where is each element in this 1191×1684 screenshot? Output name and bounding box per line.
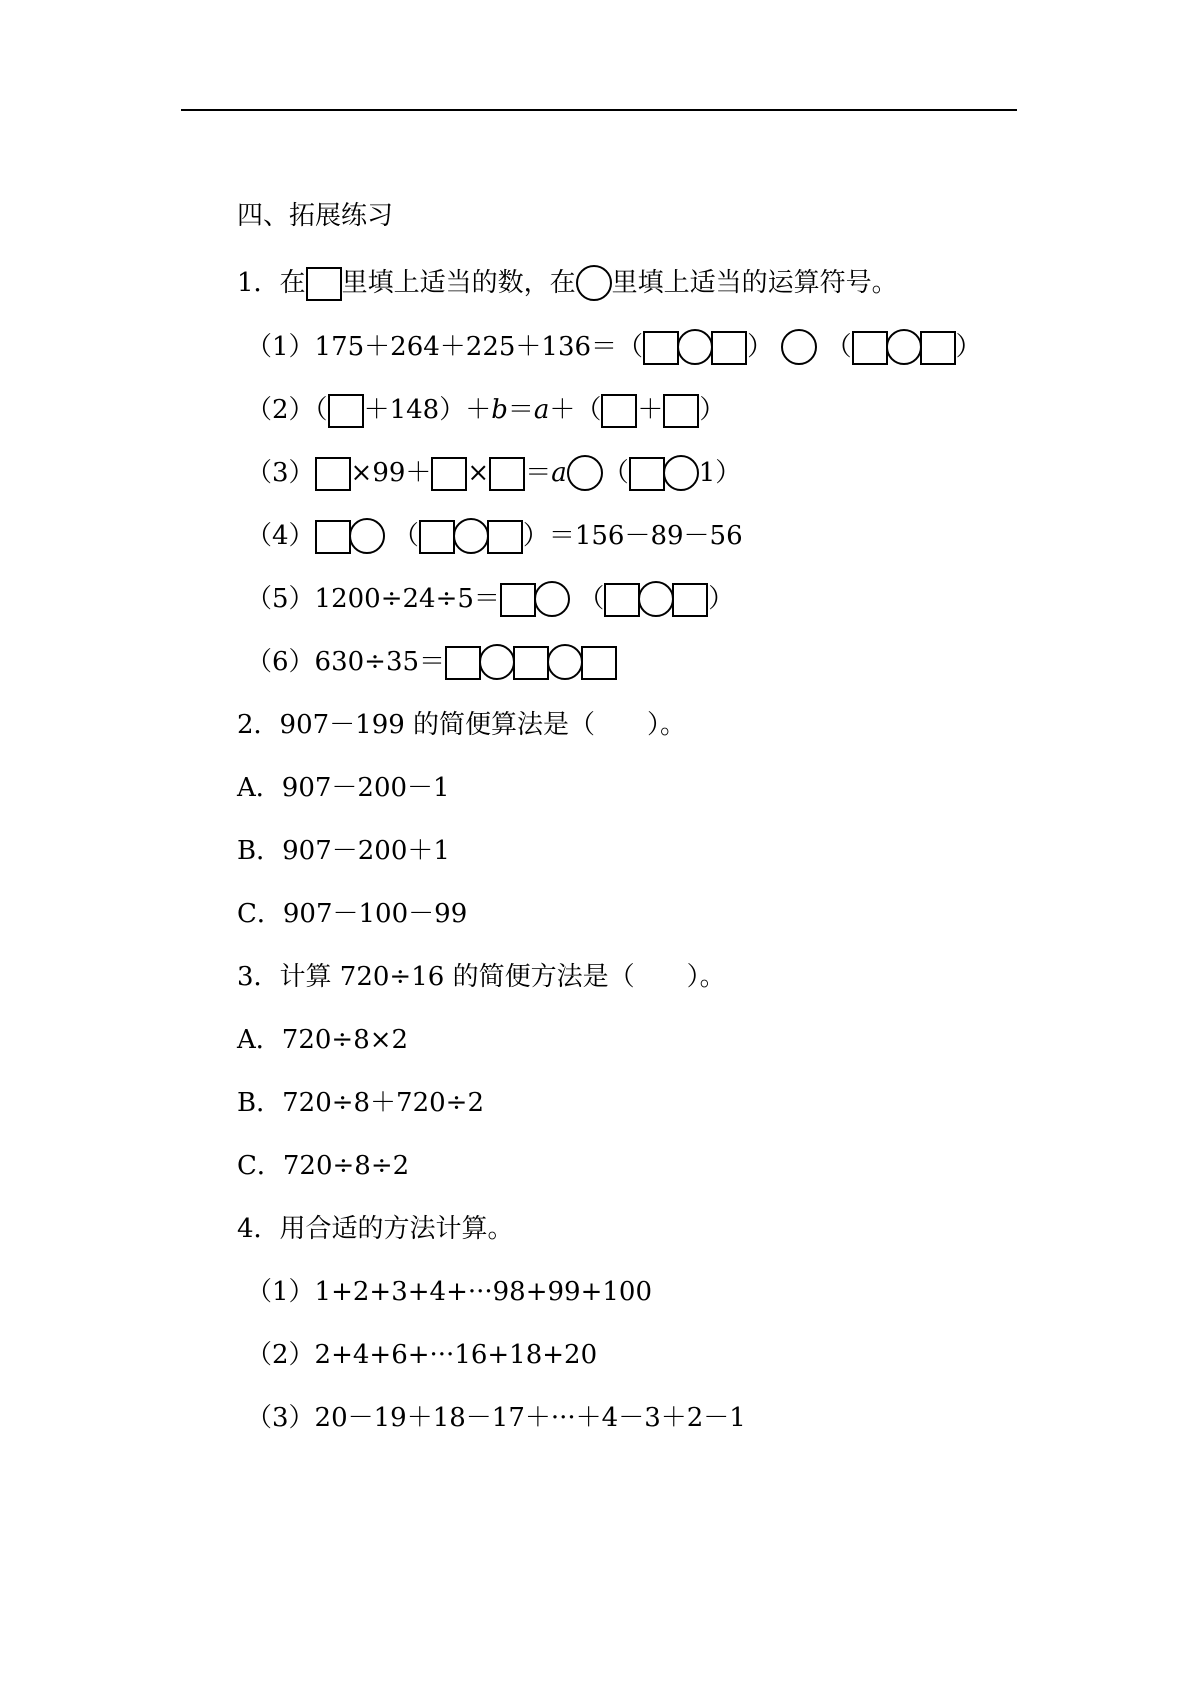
operator-circle[interactable]: [576, 265, 612, 301]
q2-stem: 2．907－199 的简便算法是（ ）。: [237, 710, 687, 740]
part-text: 1）: [698, 458, 742, 488]
close-paren: ）: [747, 332, 774, 362]
part-text: ×99＋: [350, 458, 432, 488]
q3-option-a[interactable]: A．720÷8×2: [237, 1025, 409, 1055]
q1-number: 1．: [237, 268, 280, 298]
times-sign: ×: [467, 458, 490, 488]
part-label: （5）: [246, 584, 315, 614]
close-paren: ）: [708, 584, 735, 614]
q4-item-3: （3）20－19＋18－17＋···＋4－3＋2－1: [246, 1403, 746, 1433]
part-label: （6）: [246, 647, 315, 677]
q1-part-3: [246, 453, 741, 493]
open-paren: （: [825, 332, 852, 362]
part-label: （2）: [246, 395, 315, 425]
variable-a: a: [533, 395, 550, 425]
operator-circle[interactable]: [349, 518, 385, 554]
answer-box[interactable]: [306, 267, 342, 301]
q1-part-2: [246, 390, 725, 430]
part-expression: 630÷35＝: [314, 647, 446, 677]
open-paren: （: [314, 395, 328, 425]
part-text: ＋（: [549, 395, 602, 425]
q1-part-5: [246, 579, 734, 619]
variable-a: a: [551, 458, 567, 488]
equals: ＝: [525, 458, 552, 488]
plus-sign: ＋: [637, 395, 664, 425]
part-label: （3）: [246, 458, 315, 488]
part-expression: 175＋264＋225＋136＝（: [314, 332, 644, 362]
answer-box[interactable]: [487, 520, 523, 554]
part-expression: 1200÷24÷5＝: [314, 584, 500, 614]
q1-part-6: [246, 642, 617, 682]
q1-text-1: 在: [279, 268, 306, 298]
open-paren: （: [392, 521, 419, 551]
answer-box[interactable]: [315, 520, 351, 554]
equals: ＝: [507, 395, 534, 425]
operator-circle[interactable]: [638, 581, 674, 617]
operator-circle[interactable]: [453, 518, 489, 554]
open-paren: （: [578, 584, 605, 614]
q1-part-1: [246, 327, 982, 367]
part-text: ＋148）＋: [363, 395, 492, 425]
close-paren: ）: [955, 332, 982, 362]
part-text: ）＝156－89－56: [522, 521, 743, 551]
operator-circle[interactable]: [567, 455, 603, 491]
answer-box[interactable]: [500, 583, 536, 617]
answer-box[interactable]: [445, 646, 481, 680]
q4-stem: 4．用合适的方法计算。: [237, 1214, 514, 1244]
answer-box[interactable]: [852, 331, 888, 365]
answer-box[interactable]: [489, 457, 525, 491]
q3-option-c[interactable]: C．720÷8÷2: [237, 1151, 410, 1181]
q2-option-a[interactable]: A．907－200－1: [237, 773, 450, 803]
q1-stem: [237, 263, 898, 303]
answer-box[interactable]: [920, 331, 956, 365]
header-rule: [181, 109, 1017, 111]
answer-box[interactable]: [663, 394, 699, 428]
variable-b: b: [491, 395, 508, 425]
q1-text-2: 里填上适当的数，在: [341, 268, 576, 298]
answer-box[interactable]: [672, 583, 708, 617]
answer-box[interactable]: [601, 394, 637, 428]
operator-circle[interactable]: [547, 644, 583, 680]
answer-box[interactable]: [581, 646, 617, 680]
q1-text-3: 里填上适当的运算符号。: [611, 268, 898, 298]
answer-box[interactable]: [513, 646, 549, 680]
q2-option-c[interactable]: C．907－100－99: [237, 899, 468, 929]
answer-box[interactable]: [629, 457, 665, 491]
part-label: （4）: [246, 521, 315, 551]
q2-option-b[interactable]: B．907－200＋1: [237, 836, 450, 866]
q3-stem: 3．计算 720÷16 的简便方法是（ ）。: [237, 962, 726, 992]
q3-option-b[interactable]: B．720÷8＋720÷2: [237, 1088, 485, 1118]
q1-part-4: [246, 516, 743, 556]
answer-box[interactable]: [328, 394, 364, 428]
answer-box[interactable]: [643, 331, 679, 365]
close-paren: ）: [699, 395, 726, 425]
operator-circle[interactable]: [479, 644, 515, 680]
part-label: （1）: [246, 332, 315, 362]
operator-circle[interactable]: [677, 329, 713, 365]
operator-circle[interactable]: [781, 329, 817, 365]
open-paren: （: [602, 458, 629, 488]
operator-circle[interactable]: [663, 455, 699, 491]
answer-box[interactable]: [315, 457, 351, 491]
q4-item-1: （1）1+2+3+4+···98+99+100: [246, 1277, 653, 1307]
operator-circle[interactable]: [886, 329, 922, 365]
answer-box[interactable]: [711, 331, 747, 365]
q4-item-2: （2）2+4+6+···16+18+20: [246, 1340, 598, 1370]
answer-box[interactable]: [604, 583, 640, 617]
answer-box[interactable]: [431, 457, 467, 491]
operator-circle[interactable]: [534, 581, 570, 617]
section-title: 四、拓展练习: [237, 201, 394, 231]
answer-box[interactable]: [419, 520, 455, 554]
